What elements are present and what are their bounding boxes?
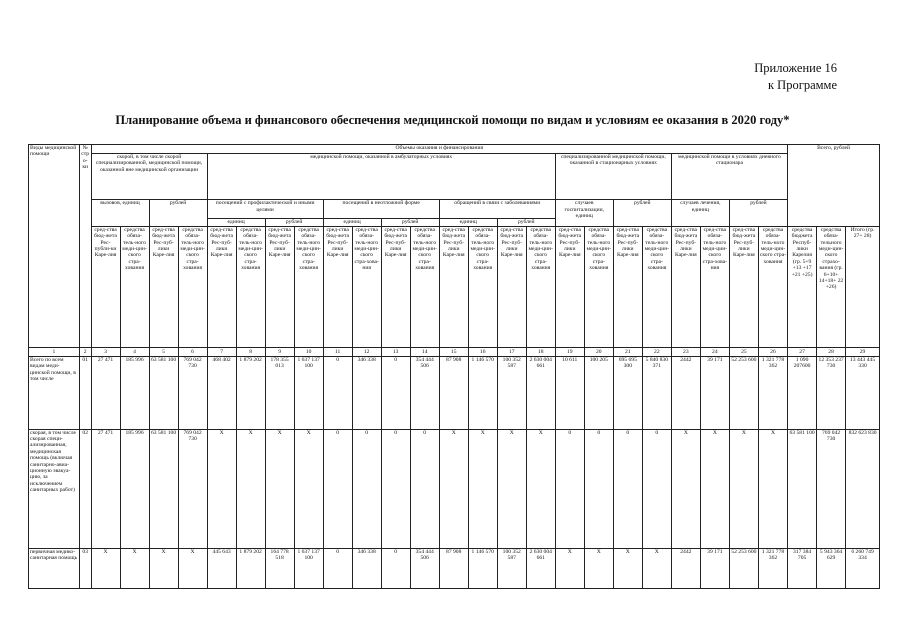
sub-budget: сред-ства бюд-жета Рес-пуб-лики Каре-лия — [265, 226, 294, 347]
table-cell: 5 840 830 371 — [642, 356, 671, 429]
column-number: 1 — [29, 347, 80, 356]
header-prof-rub: рублей — [265, 218, 323, 226]
sub-budget: сред-ства бюд-жета Рес-пуб-лики Каре-лия — [207, 226, 236, 347]
table-cell: X — [439, 429, 468, 548]
column-number: 15 — [439, 347, 468, 356]
sub-oms: средства обяза-тель-ного меди-цин-ского стра-хования — [584, 226, 613, 347]
table-cell: 2 630 004 661 — [526, 548, 555, 588]
appendix-number: Приложение 16 — [754, 61, 837, 75]
table-cell: 5 943 364 629 — [817, 548, 846, 588]
table-cell: X — [91, 548, 120, 588]
table-cell: X — [265, 429, 294, 548]
sub-budget: сред-ства бюд-жета Рес-пуб-лики Каре-лия — [729, 226, 758, 347]
column-number: 17 — [497, 347, 526, 356]
sub-oms: средства обяза-тель-ного меди-цин-ского стра-хования — [468, 226, 497, 347]
table-cell: 100 205 — [584, 356, 613, 429]
table-cell: 832 623 830 — [846, 429, 880, 548]
table-row-emergency — [29, 429, 880, 548]
table-cell: 0 — [381, 548, 410, 588]
table-cell: 12 353 237 730 — [817, 356, 846, 429]
header-visits-prof: посещений с профилактической и иными целями — [207, 200, 323, 218]
table-cell: X — [120, 548, 149, 588]
table-cell: 2442 — [671, 548, 700, 588]
table-cell: X — [642, 548, 671, 588]
row-label: первичная медико-санитарная помощь — [29, 548, 80, 588]
sub-oms: средства обяза-тель-ного меди-цин-ского стра-хования — [642, 226, 671, 347]
column-number: 28 — [817, 347, 846, 356]
sub-oms: средства обяза-тель-ного меди-цин-ского стра-хования — [526, 226, 555, 347]
table-cell: 2 630 004 661 — [526, 356, 555, 429]
header-appeals-rub: рублей — [497, 218, 555, 226]
table-cell: 1 637 137 100 — [294, 356, 323, 429]
table-cell: X — [207, 429, 236, 548]
sub-total-oms: средства обяза-тельного меди-цин-ского страхо-вания (гр. 6+10+ 14+18+ 22 +26) — [817, 226, 846, 347]
table-cell: X — [468, 429, 497, 548]
table-cell: 87 908 — [439, 548, 468, 588]
header-specialized: специализированной медицинской помощи, оказанной в стационарных условиях — [555, 154, 671, 200]
table-cell: 354 444 506 — [410, 356, 439, 429]
header-emergency: скорой, в том числе скорой специализированной, медицинской помощи, оказанной вне медицинской организации — [91, 154, 207, 200]
column-number: 23 — [671, 347, 700, 356]
column-number: 24 — [700, 347, 729, 356]
table-cell: X — [671, 429, 700, 548]
table-cell: X — [497, 429, 526, 548]
table-cell: X — [526, 429, 555, 548]
header-calls: вызовов, единиц — [91, 200, 149, 226]
table-cell: 0 — [584, 429, 613, 548]
column-number: 14 — [410, 347, 439, 356]
sub-total-budget: средства бюджета Респуб-лики Карелия (гр. 5+9 +13 +17 +21 +25) — [788, 226, 817, 347]
appendix-header — [754, 60, 837, 94]
table-cell: 0 — [352, 429, 381, 548]
header-prof-units: единиц — [207, 218, 265, 226]
table-cell: 13 443 445 330 — [846, 356, 880, 429]
table-cell: 6 260 749 334 — [846, 548, 880, 588]
table-cell: 0 — [555, 429, 584, 548]
sub-budget: сред-ства бюд-жета Рес-пуб-лики Каре-лия — [149, 226, 178, 347]
column-number: 7 — [207, 347, 236, 356]
column-number-row — [29, 347, 880, 356]
column-number: 8 — [236, 347, 265, 356]
table-cell: 354 444 506 — [410, 548, 439, 588]
table-cell: 0 — [381, 429, 410, 548]
header-ambulatory: медицинской помощи, оказанной в амбулаторных условиях — [207, 154, 555, 200]
table-cell: 445 643 — [207, 548, 236, 588]
sub-budget: сред-ства бюд-жета Рес-пуб-лики Каре-лия — [497, 226, 526, 347]
table-cell: 27 471 — [91, 356, 120, 429]
header-urgent-rub: рублей — [381, 218, 439, 226]
table-row-primary — [29, 548, 880, 588]
table-cell: X — [613, 548, 642, 588]
table-cell: 0 — [323, 356, 352, 429]
sub-budget: сред-ства бюд-жета Рес-пуб-лики Каре-лия — [613, 226, 642, 347]
header-day-hospital: медицинской помощи в условиях дневного стационара — [671, 154, 787, 200]
header-total: Всего, рублей — [788, 145, 880, 227]
table-cell: X — [178, 548, 207, 588]
header-visits-urgent: посещений в неотложной форме — [323, 200, 439, 218]
row-label: скорая, в том числе скорая специ-ализированная, медицинская помощь (включая санитарно-авиа-ционную эвакуа-цию, за исключением санитарных работ) — [29, 429, 80, 548]
table-cell: 63 581 100 — [149, 429, 178, 548]
table-cell: 0 — [323, 548, 352, 588]
sub-oms: сред-ства обяза-тель-ного меди-цин-ского стра-хова-ния — [700, 226, 729, 347]
table-cell: 1 090 207600 — [788, 356, 817, 429]
table-cell: 1 879 202 — [236, 548, 265, 588]
column-number: 20 — [584, 347, 613, 356]
table-cell: 1 879 202 — [236, 356, 265, 429]
table-cell: 52 253 600 — [729, 356, 758, 429]
column-number: 27 — [788, 347, 817, 356]
table-cell: 0 — [381, 356, 410, 429]
sub-budget: сред-ства бюд-жета Рес-пуб-лики Каре-лия — [381, 226, 410, 347]
table-cell: X — [149, 548, 178, 588]
sub-budget: сред-ства бюд-жета Рес-пуб-лики Каре-лия — [439, 226, 468, 347]
table-cell: 769 042 730 — [178, 429, 207, 548]
table-cell: 1 637 137 100 — [294, 548, 323, 588]
sub-oms: средства обяза-тель-ного меди-цин-ского стра-хования — [758, 226, 787, 347]
column-number: 19 — [555, 347, 584, 356]
table-cell: 52 253 600 — [729, 548, 758, 588]
table-cell: 769 042 730 — [817, 429, 846, 548]
sub-oms: средства обяза-тель-ного меди-цин-ского стра-хования — [410, 226, 439, 347]
table-cell: 39 171 — [700, 548, 729, 588]
table-cell: 1 146 570 — [468, 356, 497, 429]
header-treat-cases: случаев лечения, единиц — [671, 200, 729, 226]
planning-table — [28, 144, 880, 589]
document-title: Планирование объема и финансового обеспечения медицинской помощи по видам и условиям ее оказания в 2020 году* — [115, 113, 790, 127]
header-care-types: Виды медицинской помощи — [29, 145, 80, 348]
column-number: 16 — [468, 347, 497, 356]
column-number: 9 — [265, 347, 294, 356]
row-number: 02 — [79, 429, 91, 548]
column-number: 10 — [294, 347, 323, 356]
column-number: 5 — [149, 347, 178, 356]
table-cell: X — [236, 429, 265, 548]
table-cell: 1 146 570 — [468, 548, 497, 588]
sub-budget: сред-ства бюд-жета Рес-пуб-лики Каре-лия — [671, 226, 700, 347]
table-cell: 164 778 518 — [265, 548, 294, 588]
column-number: 26 — [758, 347, 787, 356]
table-cell: 87 908 — [439, 356, 468, 429]
table-cell: X — [294, 429, 323, 548]
column-number: 25 — [729, 347, 758, 356]
table-cell: 100 352 587 — [497, 548, 526, 588]
row-label: Всего по всем видам меди-цинской помощи, в том числе — [29, 356, 80, 429]
row-number: 01 — [79, 356, 91, 429]
table-cell: 346 338 — [352, 548, 381, 588]
table-cell: 2442 — [671, 356, 700, 429]
column-number: 29 — [846, 347, 880, 356]
header-volumes: Объемы оказания и финансирования — [91, 145, 788, 154]
row-number: 03 — [79, 548, 91, 588]
column-number: 13 — [381, 347, 410, 356]
table-cell: X — [700, 429, 729, 548]
table-cell: 63 581 100 — [149, 356, 178, 429]
table-cell: 10 611 — [555, 356, 584, 429]
table-cell: 185 996 — [120, 429, 149, 548]
table-cell: 0 — [410, 429, 439, 548]
sub-oms: средства обяза-тель-ного меди-цин-ского стра-хования — [294, 226, 323, 347]
column-number: 6 — [178, 347, 207, 356]
column-number: 2 — [79, 347, 91, 356]
table-row-total — [29, 356, 880, 429]
table-cell: 27 471 — [91, 429, 120, 548]
header-urgent-units: единиц — [323, 218, 381, 226]
table-cell: X — [555, 548, 584, 588]
sub-budget: сред-ства бюд-жета Рес-публи-ки Каре-лия — [91, 226, 120, 347]
column-number: 18 — [526, 347, 555, 356]
appendix-program: к Программе — [767, 78, 837, 92]
table-cell: X — [729, 429, 758, 548]
table-cell: 769 042 730 — [178, 356, 207, 429]
table-cell: X — [584, 548, 613, 588]
column-number: 22 — [642, 347, 671, 356]
sub-budget: сред-ства бюд-жета Рес-пуб-лики Каре-лия — [323, 226, 352, 347]
sub-budget: сред-ства бюд-жета Рес-пуб-лики Каре-лия — [555, 226, 584, 347]
table-cell: 1 321 778 362 — [758, 356, 787, 429]
table-cell: 0 — [642, 429, 671, 548]
table-cell: 178 355 013 — [265, 356, 294, 429]
column-number: 4 — [120, 347, 149, 356]
sub-total-sum: Итого (гр. 27+ 28) — [846, 226, 880, 347]
column-number: 21 — [613, 347, 642, 356]
table-cell: 317 384 705 — [788, 548, 817, 588]
table-cell: 0 — [323, 429, 352, 548]
header-appeals: обращений в связи с заболеваниями — [439, 200, 555, 218]
column-number: 12 — [352, 347, 381, 356]
header-row-number: № стро-ки — [79, 145, 91, 348]
sub-oms: средства обяза-тель-ного меди-цин-ского стра-хования — [120, 226, 149, 347]
header-appeals-units: единиц — [439, 218, 497, 226]
header-emergency-rub: рублей — [149, 200, 207, 226]
table-cell: 185 996 — [120, 356, 149, 429]
table-cell: 39 171 — [700, 356, 729, 429]
table-cell: 100 352 587 — [497, 356, 526, 429]
table-cell: 346 338 — [352, 356, 381, 429]
header-hosp-cases: случаев госпитализации, единиц — [555, 200, 613, 226]
table-cell: 468 402 — [207, 356, 236, 429]
column-number: 11 — [323, 347, 352, 356]
header-day-rub: рублей — [729, 200, 787, 226]
table-cell: 695 695 300 — [613, 356, 642, 429]
column-number: 3 — [91, 347, 120, 356]
table-cell: X — [758, 429, 787, 548]
table-cell: 0 — [613, 429, 642, 548]
sub-oms: средства обяза-тель-ного меди-цин-ского стра-хования — [178, 226, 207, 347]
table-cell: 63 581 100 — [788, 429, 817, 548]
sub-oms: сред-ства обяза-тель-ного меди-цин-ского стра-хова-ния — [352, 226, 381, 347]
table-cell: 1 321 778 362 — [758, 548, 787, 588]
sub-oms: средства обяза-тель-ного меди-цин-ского стра-хования — [236, 226, 265, 347]
header-hosp-rub: рублей — [613, 200, 671, 226]
